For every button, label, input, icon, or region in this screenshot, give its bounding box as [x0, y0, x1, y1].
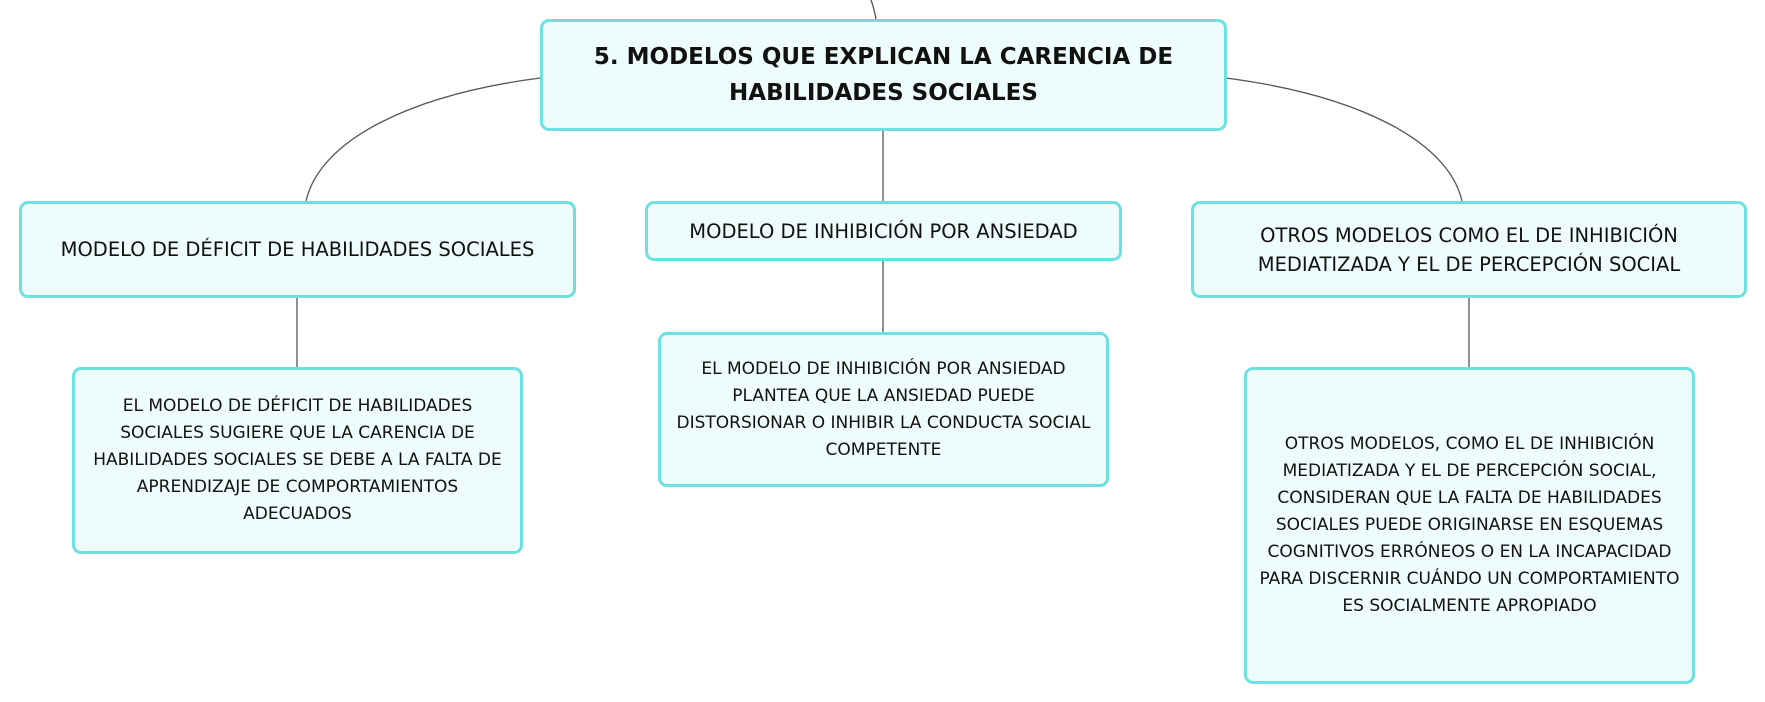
branch-topic-deficit-model[interactable]: [19, 201, 576, 298]
detail-topic-deficit-model-text: EL MODELO DE DÉFICIT DE HABILIDADES SOCIALES SUGIERE QUE LA CARENCIA DE HABILIDADES SOCIALES SE DEBE A LA FALTA DE APRENDIZAJE DE COMPORTAMIENTOS ADECUADOS: [93, 396, 502, 524]
branch-topic-other-models-text: OTROS MODELOS COMO EL DE INHIBICIÓN MEDIATIZADA Y EL DE PERCEPCIÓN SOCIAL: [1257, 223, 1681, 276]
detail-topic-other-models-text: OTROS MODELOS, COMO EL DE INHIBICIÓN MEDIATIZADA Y EL DE PERCEPCIÓN SOCIAL, CONSIDERAN QUE LA FALTA DE HABILIDADES SOCIALES PUEDE ORIGINARSE EN ESQUEMAS COGNITIVOS ERRÓNEOS O EN LA INCAPACIDAD PARA DISCERNIR CUÁNDO UN COMPORTAMIENTO ES SOCIALMENTE APROPIADO: [1259, 434, 1680, 616]
branch-topic-deficit-model-text: MODELO DE DÉFICIT DE HABILIDADES SOCIALES: [60, 238, 535, 261]
detail-topic-anxiety-inhibition-model-text: EL MODELO DE INHIBICIÓN POR ANSIEDAD PLANTEA QUE LA ANSIEDAD PUEDE DISTORSIONAR O INHIBIR LA CONDUCTA SOCIAL COMPETENTE: [676, 358, 1091, 460]
branch-topic-anxiety-inhibition-model-text: MODELO DE INHIBICIÓN POR ANSIEDAD: [689, 219, 1078, 243]
connector-parent-stub: [871, 0, 876, 19]
branch-topic-other-models[interactable]: [1191, 201, 1747, 298]
detail-topic-anxiety-inhibition-model[interactable]: [658, 332, 1109, 487]
connector-root-to-branch-3: [1226, 78, 1462, 201]
branch-topic-anxiety-inhibition-model[interactable]: [645, 201, 1122, 261]
root-topic-text: 5. MODELOS QUE EXPLICAN LA CARENCIA DE HABILIDADES SOCIALES: [593, 44, 1174, 106]
connector-root-to-branch-1: [306, 78, 540, 201]
detail-topic-deficit-model[interactable]: [72, 367, 523, 554]
detail-topic-other-models[interactable]: [1244, 367, 1695, 684]
root-topic[interactable]: [540, 19, 1227, 131]
